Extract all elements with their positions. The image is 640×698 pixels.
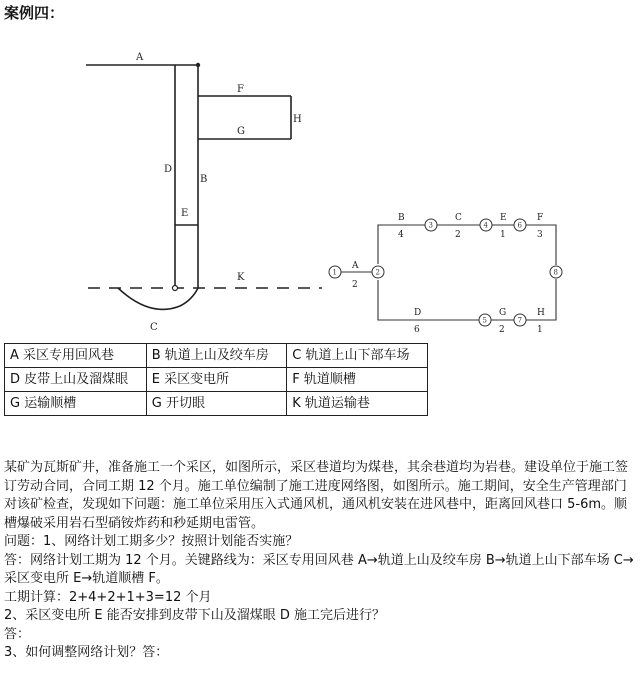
activity-duration: 1 bbox=[500, 230, 506, 240]
page-title: 案例四： bbox=[4, 4, 65, 22]
label-a: A bbox=[136, 52, 144, 63]
table-row bbox=[5, 392, 428, 416]
question-3: 3、如何调整网络计划？答： bbox=[4, 645, 169, 660]
activity-duration: 2 bbox=[455, 230, 461, 240]
roadway-legend-table bbox=[4, 343, 428, 416]
legend-cell: G 运输顺槽 bbox=[5, 392, 147, 416]
duration-calc: 工期计算：2+4+2+1+3=12 个月 bbox=[4, 589, 212, 605]
label-f: F bbox=[237, 84, 244, 95]
label-k: K bbox=[237, 272, 245, 283]
answer-2: 答： bbox=[4, 626, 31, 642]
label-h: H bbox=[293, 114, 302, 125]
label-g: G bbox=[237, 126, 245, 137]
node-label: 4 bbox=[483, 221, 488, 230]
label-c: C bbox=[150, 322, 158, 333]
legend-cell: F 轨道顺槽 bbox=[287, 368, 428, 392]
node-label: 1 bbox=[332, 268, 337, 277]
node-label: 2 bbox=[375, 268, 380, 277]
activity-name: A bbox=[352, 261, 359, 271]
junction-dot bbox=[173, 286, 178, 291]
answer-1: 答：网络计划工期为 12 个月。关键路线为：采区专用回风巷 A→轨道上山及绞车房 B→轨道上山下部车场 C→采区变电所 E→轨道顺槽 F。 bbox=[4, 552, 634, 586]
activity-name: C bbox=[455, 213, 462, 223]
network-diagram bbox=[329, 213, 562, 335]
activity-name: F bbox=[537, 213, 544, 223]
question-2: 2、采区变电所 E 能否安排到皮带下山及溜煤眼 D 施工完后进行？ bbox=[4, 608, 386, 623]
activity-name: H bbox=[537, 308, 545, 318]
roadway-c bbox=[118, 288, 198, 309]
legend-cell: E 采区变电所 bbox=[146, 368, 287, 392]
table-row bbox=[5, 368, 428, 392]
activity-duration: 3 bbox=[537, 230, 543, 240]
legend-cell: A 采区专用回风巷 bbox=[5, 344, 147, 368]
case-text bbox=[4, 459, 636, 663]
activity-name: B bbox=[398, 213, 405, 223]
legend-cell: K 轨道运输巷 bbox=[287, 392, 428, 416]
node-label: 8 bbox=[553, 268, 558, 277]
node-label: 7 bbox=[517, 316, 522, 325]
legend-cell: D 皮带上山及溜煤眼 bbox=[5, 368, 147, 392]
node-label: 5 bbox=[482, 316, 487, 325]
activity-duration: 2 bbox=[352, 280, 358, 290]
activity-duration: 4 bbox=[398, 230, 404, 240]
case-description: 某矿为瓦斯矿井，准备施工一个采区，如图所示，采区巷道均为煤巷，其余巷道均为岩巷。建设单位于施工签订劳动合同，合同工期 12 个月。施工单位编制了施工进度网络图，如图所示。施工期间，安全生产管理部门对该矿检查，发现如下问题：施工单位采用压入式通风机，通风机安装在进风巷中，距离回风巷口 5-6m。顺槽爆破采用岩石型硝铵炸药和秒延期电雷管。 bbox=[4, 460, 629, 531]
activity-name: G bbox=[499, 308, 507, 318]
figures bbox=[0, 0, 640, 340]
node-label: 6 bbox=[517, 221, 522, 230]
activity-duration: 1 bbox=[537, 325, 543, 335]
label-b: B bbox=[200, 174, 208, 185]
table-row bbox=[5, 344, 428, 368]
activity-duration: 6 bbox=[414, 325, 420, 335]
label-d: D bbox=[164, 164, 173, 175]
legend-cell: C 轨道上山下部车场 bbox=[287, 344, 428, 368]
question-1: 问题：1、网络计划工期多少？按照计划能否实施？ bbox=[4, 534, 299, 549]
activity-name: D bbox=[414, 308, 422, 318]
activity-duration: 2 bbox=[499, 325, 505, 335]
activity-name: E bbox=[500, 213, 507, 223]
legend-cell: B 轨道上山及绞车房 bbox=[146, 344, 287, 368]
label-e: E bbox=[181, 208, 189, 219]
node-label: 3 bbox=[428, 221, 433, 230]
edge-d bbox=[378, 280, 479, 320]
mine-layout-diagram bbox=[86, 52, 322, 333]
legend-cell: G 开切眼 bbox=[146, 392, 287, 416]
